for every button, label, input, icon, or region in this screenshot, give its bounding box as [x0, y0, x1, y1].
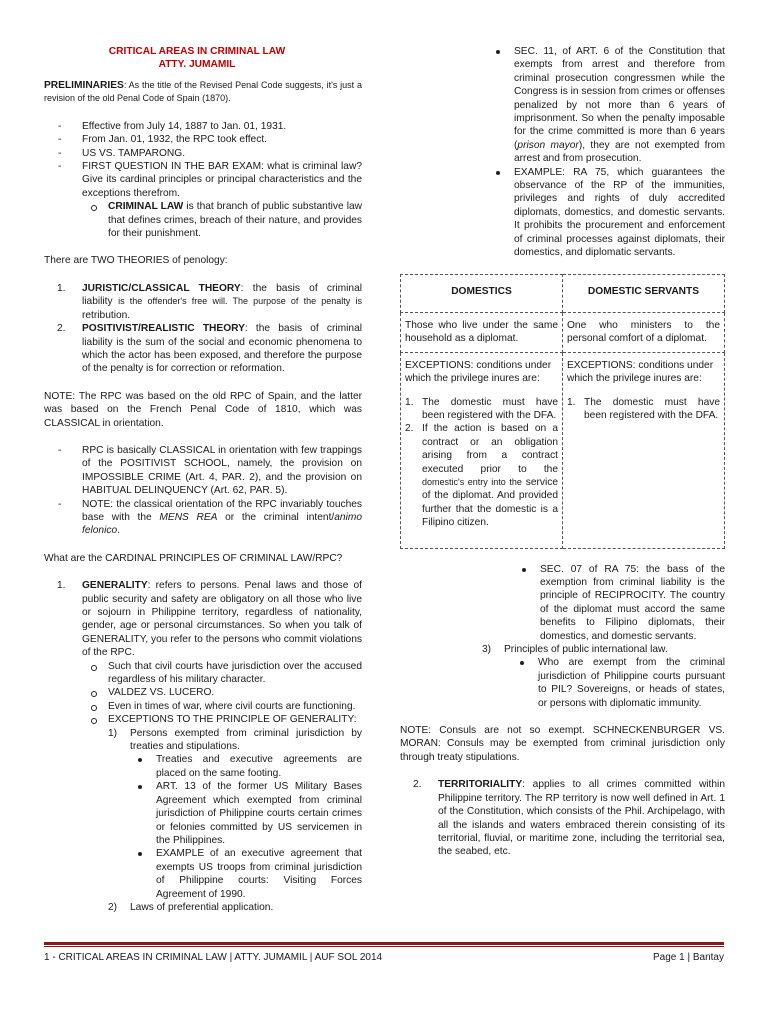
table-cell: Those who live under the same household as a diplomat.: [401, 312, 563, 352]
generality-sublist: [82, 660, 362, 915]
list-number: 1.: [57, 282, 66, 294]
theory2-text: : the basis of criminal liability is the sum of the social and economic phenomena to which the actor has been exposed, and therefore the purpose of the penalty is for correction or reformation.: [82, 323, 363, 375]
theories-list: [44, 282, 362, 376]
list-number: 2.: [413, 779, 422, 791]
list-item: [82, 713, 362, 914]
condition-text: The domestic must have been registered with the DFA.: [584, 396, 720, 421]
list-item: [405, 422, 558, 529]
criminal-law-text: is that branch of public substantive law that defines crimes, breach of their nature, and provides for their punishment.: [108, 201, 363, 240]
domestic-servants-conditions: [567, 396, 720, 423]
table-cell: [401, 352, 563, 548]
pil-list: [482, 643, 725, 710]
table-cell: One who ministers to the personal comfort of a diplomat.: [563, 312, 725, 352]
criminal-law-label: CRIMINAL LAW: [108, 201, 184, 213]
list-item: EXAMPLE: RA 75, which guarantees the observance of the RP of the immunities, privileges and rights of duly accredited diplomats, domestics, and domestic servants. It prohibits the procurement and enforcement of criminal processes against diplomats, their domestics, and diplomatic servants.: [488, 166, 725, 260]
territoriality-label: TERRITORIALITY: [438, 779, 523, 791]
list-item: - RPC is basically CLASSICAL in orientation with few trappings of the POSITIVIST SCHOOL, namely, the provision on IMPOSSIBLE CRIME (Art. 4, PAR. 2), and the provision on HABITUAL DELINQUENCY (Art. 62, PAR. 5).: [44, 444, 362, 498]
list-item: [44, 322, 362, 376]
preliminaries-label: PRELIMINARIES: [44, 80, 124, 91]
note-text-a: NOTE: the classical orientation of the RPC invariably touches base with the: [82, 498, 362, 523]
list-item: Who are exempt from the criminal jurisdiction of Philippine courts pursuant to PIL? Sovereigns, or heads of states, or persons with diplomatic immunity.: [512, 656, 725, 710]
generality-text: : refers to persons. Penal laws and those of public security and safety are obligatory on all those who live or sojourn in Philippine territory, regardless of nationality, gender, age or personal circumstances. So when you talk of GENERALITY, you refer to the persons who commit violations of the RPC.: [82, 580, 362, 659]
left-column: [44, 45, 362, 914]
footer-rule-thin: [44, 946, 724, 947]
list-item: - US VS. TAMPARONG.: [44, 147, 362, 160]
bar-exam-question: FIRST QUESTION IN THE BAR EXAM: what is criminal law? Give its cardinal principles or principal characteristics and the exceptions therefrom.: [82, 161, 362, 199]
exceptions-heading: EXCEPTIONS TO THE PRINCIPLE OF GENERALITY:: [108, 714, 357, 726]
footer-left: 1 - CRITICAL AREAS IN CRIMINAL LAW | ATTY. JUMAMIL | AUF SOL 2014: [44, 952, 383, 963]
domestics-conditions: [405, 396, 558, 530]
preliminaries-text: : As the title of the Revised Penal Code suggests, it's just a revision of the old Penal Code of Spain (1870).: [44, 80, 362, 104]
list-item: [482, 643, 725, 710]
list-item: [44, 579, 362, 914]
territoriality-text: : applies to all crimes committed within Philippine territory. The RP territory is now well defined in Art. 1 of the Constitution, which consists of the Phil. Archipelago, with all the islands and waters embraced therein consisting of its territorial, fluvial, or maritime zone, including the territorial sea, the seabed, etc.: [438, 779, 725, 858]
consuls-note: NOTE: Consuls are not so exempt. SCHNECKENBURGER VS. MORAN: Consuls may be exempted from criminal jurisdiction only through treaty stipulations.: [400, 725, 725, 763]
list-item: [488, 45, 725, 166]
pil-text: Principles of public international law.: [504, 644, 668, 656]
list-number: 1): [108, 727, 118, 739]
pil-bullets: [512, 656, 725, 710]
list-item: [44, 160, 362, 240]
note-mens-rea: MENS REA: [159, 511, 218, 523]
generality-label: GENERALITY: [82, 580, 148, 592]
list-number: 1.: [57, 580, 66, 592]
list-number: 3): [482, 644, 492, 656]
preliminaries-paragraph: [44, 79, 362, 106]
list-item: ART. 13 of the former US Military Bases Agreement which exempted from criminal jurisdiction of Philippine courts certain crimes or felonies committed by US servicemen in the Philippines.: [130, 780, 362, 847]
list-item: Such that civil courts have jurisdiction over the accused regardless of his military character.: [82, 660, 362, 687]
theory1-text-a: : the basis of criminal liability: [82, 282, 362, 308]
orientation-list: [44, 444, 362, 538]
preliminaries-list: [44, 120, 362, 241]
exceptions-label: EXCEPTIONS: conditions under which the privilege inures are:: [567, 359, 714, 385]
table-header-domestics: DOMESTICS: [401, 274, 563, 312]
cardinal-principles-list: [44, 579, 362, 914]
table-cell: [563, 352, 725, 548]
list-number: 2.: [405, 423, 414, 435]
note-animo-felonico: animo felonico: [82, 511, 362, 537]
sec11-text-b: ), they are not exempted from arrest and from prosecution.: [514, 139, 725, 165]
list-item: [82, 200, 362, 240]
list-item: [44, 282, 362, 322]
list-item: EXAMPLE of an executive agreement that exempts US troops from criminal jurisdiction of Philippine courts: Visiting Forces Agreement of 1990.: [130, 847, 362, 901]
condition-text-c: service of the diplomat. And provided further that the domestic is a Filipino citizen.: [422, 476, 558, 529]
list-item: SEC. 07 of RA 75: the bass of the exemption from criminal liability is the principle of RECIPROCITY. The country of the diplomat must accord the same benefits to Filipino diplomats, their domestics, and domestic servants.: [514, 563, 725, 643]
condition-text: The domestic must have been registered with the DFA.: [422, 396, 558, 421]
theory1-text-c: retribution.: [82, 309, 131, 321]
list-item: [108, 901, 362, 914]
condition-text-b: domestic's entry into the: [422, 476, 522, 487]
note-text-e: .: [117, 525, 120, 537]
cardinal-question: What are the CARDINAL PRINCIPLES OF CRIMINAL LAW/RPC?: [44, 552, 343, 564]
list-number: 1.: [567, 396, 576, 408]
domestics-table: [400, 274, 725, 549]
sec11-text-a: SEC. 11, of ART. 6 of the Constitution that exempts from arrest and therefore from criminal prosecution congressmen while the Congress is in session from crimes or offenses penalized by not more than 6 years of imprisonment. So when the penalty imposable for the crime committed is more than 6 years (: [514, 46, 725, 151]
theories-intro: There are TWO THEORIES of penology:: [44, 255, 228, 267]
sec11-prison-mayor: prison mayor: [517, 139, 579, 151]
note-paragraph: NOTE: The RPC was based on the old RPC of Spain, and the latter was based on the French Penal Code of 1810, which was CLASSICAL in orientation.: [44, 390, 362, 429]
exception1-bullets: [130, 753, 362, 900]
list-item: Even in times of war, where civil courts are functioning.: [82, 700, 362, 713]
list-number: 1.: [405, 396, 414, 408]
list-item: [44, 498, 362, 538]
document-title: CRITICAL AREAS IN CRIMINAL LAW: [108, 46, 286, 57]
right-column: [400, 45, 725, 859]
table-header-domestic-servants: DOMESTIC SERVANTS: [563, 274, 725, 312]
list-item: [405, 396, 558, 423]
list-item: - From Jan. 01, 1932, the RPC took effect.: [44, 133, 362, 146]
territoriality-list: [400, 778, 725, 858]
list-item: [400, 778, 725, 858]
condition-text-a: If the action is based on a contract or an obligation arising from a contract executed prior to the: [422, 423, 558, 475]
theory2-label: POSITIVIST/REALISTIC THEORY: [82, 323, 245, 335]
exception1-text: Persons exempted from criminal jurisdiction by treaties and stipulations.: [130, 727, 362, 753]
list-item: [567, 396, 720, 423]
list-item: - Effective from July 14, 1887 to Jan. 01, 1931.: [44, 120, 362, 133]
list-number: 2): [108, 901, 118, 913]
list-item: Treaties and executive agreements are placed on the same footing.: [130, 753, 362, 780]
theory1-label: JURISTIC/CLASSICAL THEORY: [82, 282, 241, 294]
note-text-c: or the criminal intent/: [217, 511, 335, 523]
footer-rule: [44, 942, 724, 945]
criminal-law-definition-list: [82, 200, 362, 240]
right-top-bullets: [488, 45, 725, 260]
theory1-text-b: is the offender's free will. The purpose of the penalty is: [118, 296, 362, 307]
list-number: 2.: [57, 323, 66, 335]
sec07-bullets: [514, 563, 725, 643]
list-item: VALDEZ VS. LUCERO.: [82, 686, 362, 699]
exception2-text: Laws of preferential application.: [130, 901, 274, 913]
list-item: [108, 727, 362, 901]
footer-right: Page 1 | Bantay: [653, 952, 724, 963]
document-author: ATTY. JUMAMIL: [158, 59, 236, 70]
exceptions-list: [108, 727, 362, 915]
exceptions-label: EXCEPTIONS: conditions under which the privilege inures are:: [405, 359, 552, 385]
